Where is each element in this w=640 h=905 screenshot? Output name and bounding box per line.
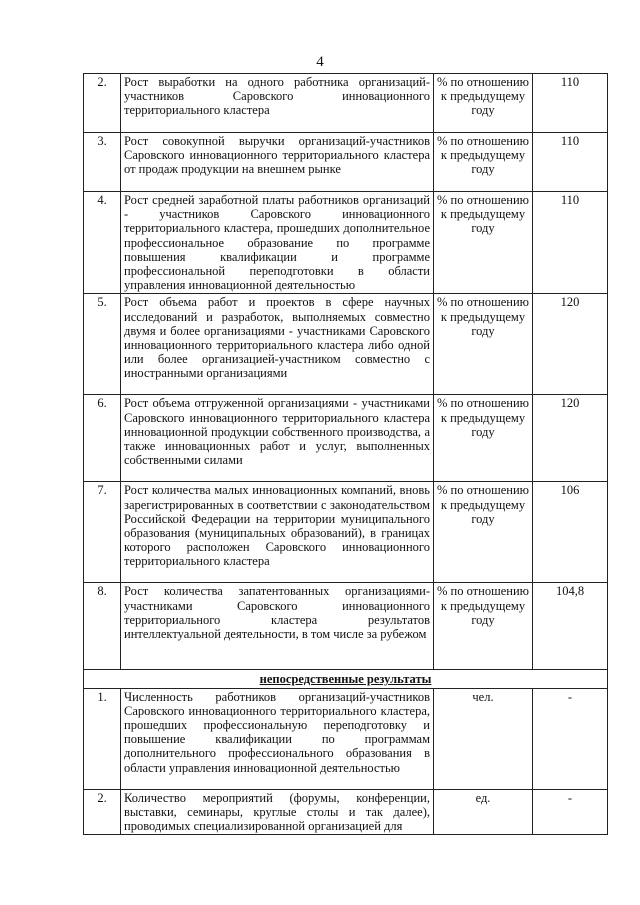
indicator-description: Рост средней заработной платы работников организаций - участников Саровского инновационного территориального кластера, прошедших дополнительное профессиональное образование по программе повышения квалификации и программе профессиональной переподготовки в области управления инновационной деятельностью	[121, 192, 434, 294]
table-row	[84, 74, 608, 133]
row-number: 2.	[84, 74, 121, 133]
table-row	[84, 133, 608, 192]
unit-cell: % по отношению к предыдущему году	[434, 133, 533, 192]
value-cell: 110	[533, 133, 608, 192]
row-number: 7.	[84, 482, 121, 583]
value-cell: 120	[533, 294, 608, 395]
row-number: 4.	[84, 192, 121, 294]
table-row	[84, 294, 608, 395]
value-cell: 104,8	[533, 583, 608, 670]
table-row	[84, 482, 608, 583]
value-cell: 110	[533, 74, 608, 133]
row-number: 3.	[84, 133, 121, 192]
table-row	[84, 192, 608, 294]
row-number: 6.	[84, 395, 121, 482]
section-header-row	[84, 670, 608, 688]
indicators-table	[83, 73, 608, 835]
indicator-description: Рост количества малых инновационных компаний, вновь зарегистрированных в соответствии с законодательством Российской Федерации на территории муниципального образования (муниципальных образований), в границах которого расположен Саровского инновационного территориального кластера	[121, 482, 434, 583]
indicator-description: Рост объема работ и проектов в сфере научных исследований и разработок, выполняемых совместно двумя и более организациями - участниками Саровского инновационного территориального кластера либо одной или более организацией-участником совместно с иностранными организациями	[121, 294, 434, 395]
unit-cell: % по отношению к предыдущему году	[434, 482, 533, 583]
table-row	[84, 688, 608, 789]
section-title: непосредственные результаты	[259, 672, 432, 687]
unit-cell: % по отношению к предыдущему году	[434, 395, 533, 482]
table-row	[84, 789, 608, 835]
indicator-description: Численность работников организаций-участников Саровского инновационного территориального кластера, прошедших профессиональную переподготовку и повышение квалификации по программам дополнительного профессионального образования в области управления инновационной деятельностью	[121, 688, 434, 789]
unit-cell: % по отношению к предыдущему году	[434, 192, 533, 294]
row-number: 5.	[84, 294, 121, 395]
unit-cell: % по отношению к предыдущему году	[434, 294, 533, 395]
unit-cell: ед.	[434, 789, 533, 835]
row-number: 8.	[84, 583, 121, 670]
table-row	[84, 583, 608, 670]
section-header-cell	[84, 670, 608, 688]
value-cell: -	[533, 789, 608, 835]
indicator-description: Рост количества запатентованных организациями-участниками Саровского инновационного территориального кластера результатов интеллектуальной деятельности, в том числе за рубежом	[121, 583, 434, 670]
value-cell: 120	[533, 395, 608, 482]
page-number: 4	[316, 54, 324, 70]
table-row	[84, 395, 608, 482]
indicator-description: Рост совокупной выручки организаций-участников Саровского инновационного территориального кластера от продаж продукции на внешнем рынке	[121, 133, 434, 192]
indicator-description: Рост выработки на одного работника организаций-участников Саровского инновационного территориального кластера	[121, 74, 434, 133]
row-number: 1.	[84, 688, 121, 789]
row-number: 2.	[84, 789, 121, 835]
unit-cell: чел.	[434, 688, 533, 789]
value-cell: 106	[533, 482, 608, 583]
indicator-description: Количество мероприятий (форумы, конференции, выставки, семинары, круглые столы и так далее), проводимых специализированной организацией для	[121, 789, 434, 835]
unit-cell: % по отношению к предыдущему году	[434, 74, 533, 133]
value-cell: -	[533, 688, 608, 789]
unit-cell: % по отношению к предыдущему году	[434, 583, 533, 670]
value-cell: 110	[533, 192, 608, 294]
indicator-description: Рост объема отгруженной организациями - участниками Саровского инновационного территориального кластера инновационной продукции собственного производства, а также инновационных работ и услуг, выполненных собственными силами	[121, 395, 434, 482]
